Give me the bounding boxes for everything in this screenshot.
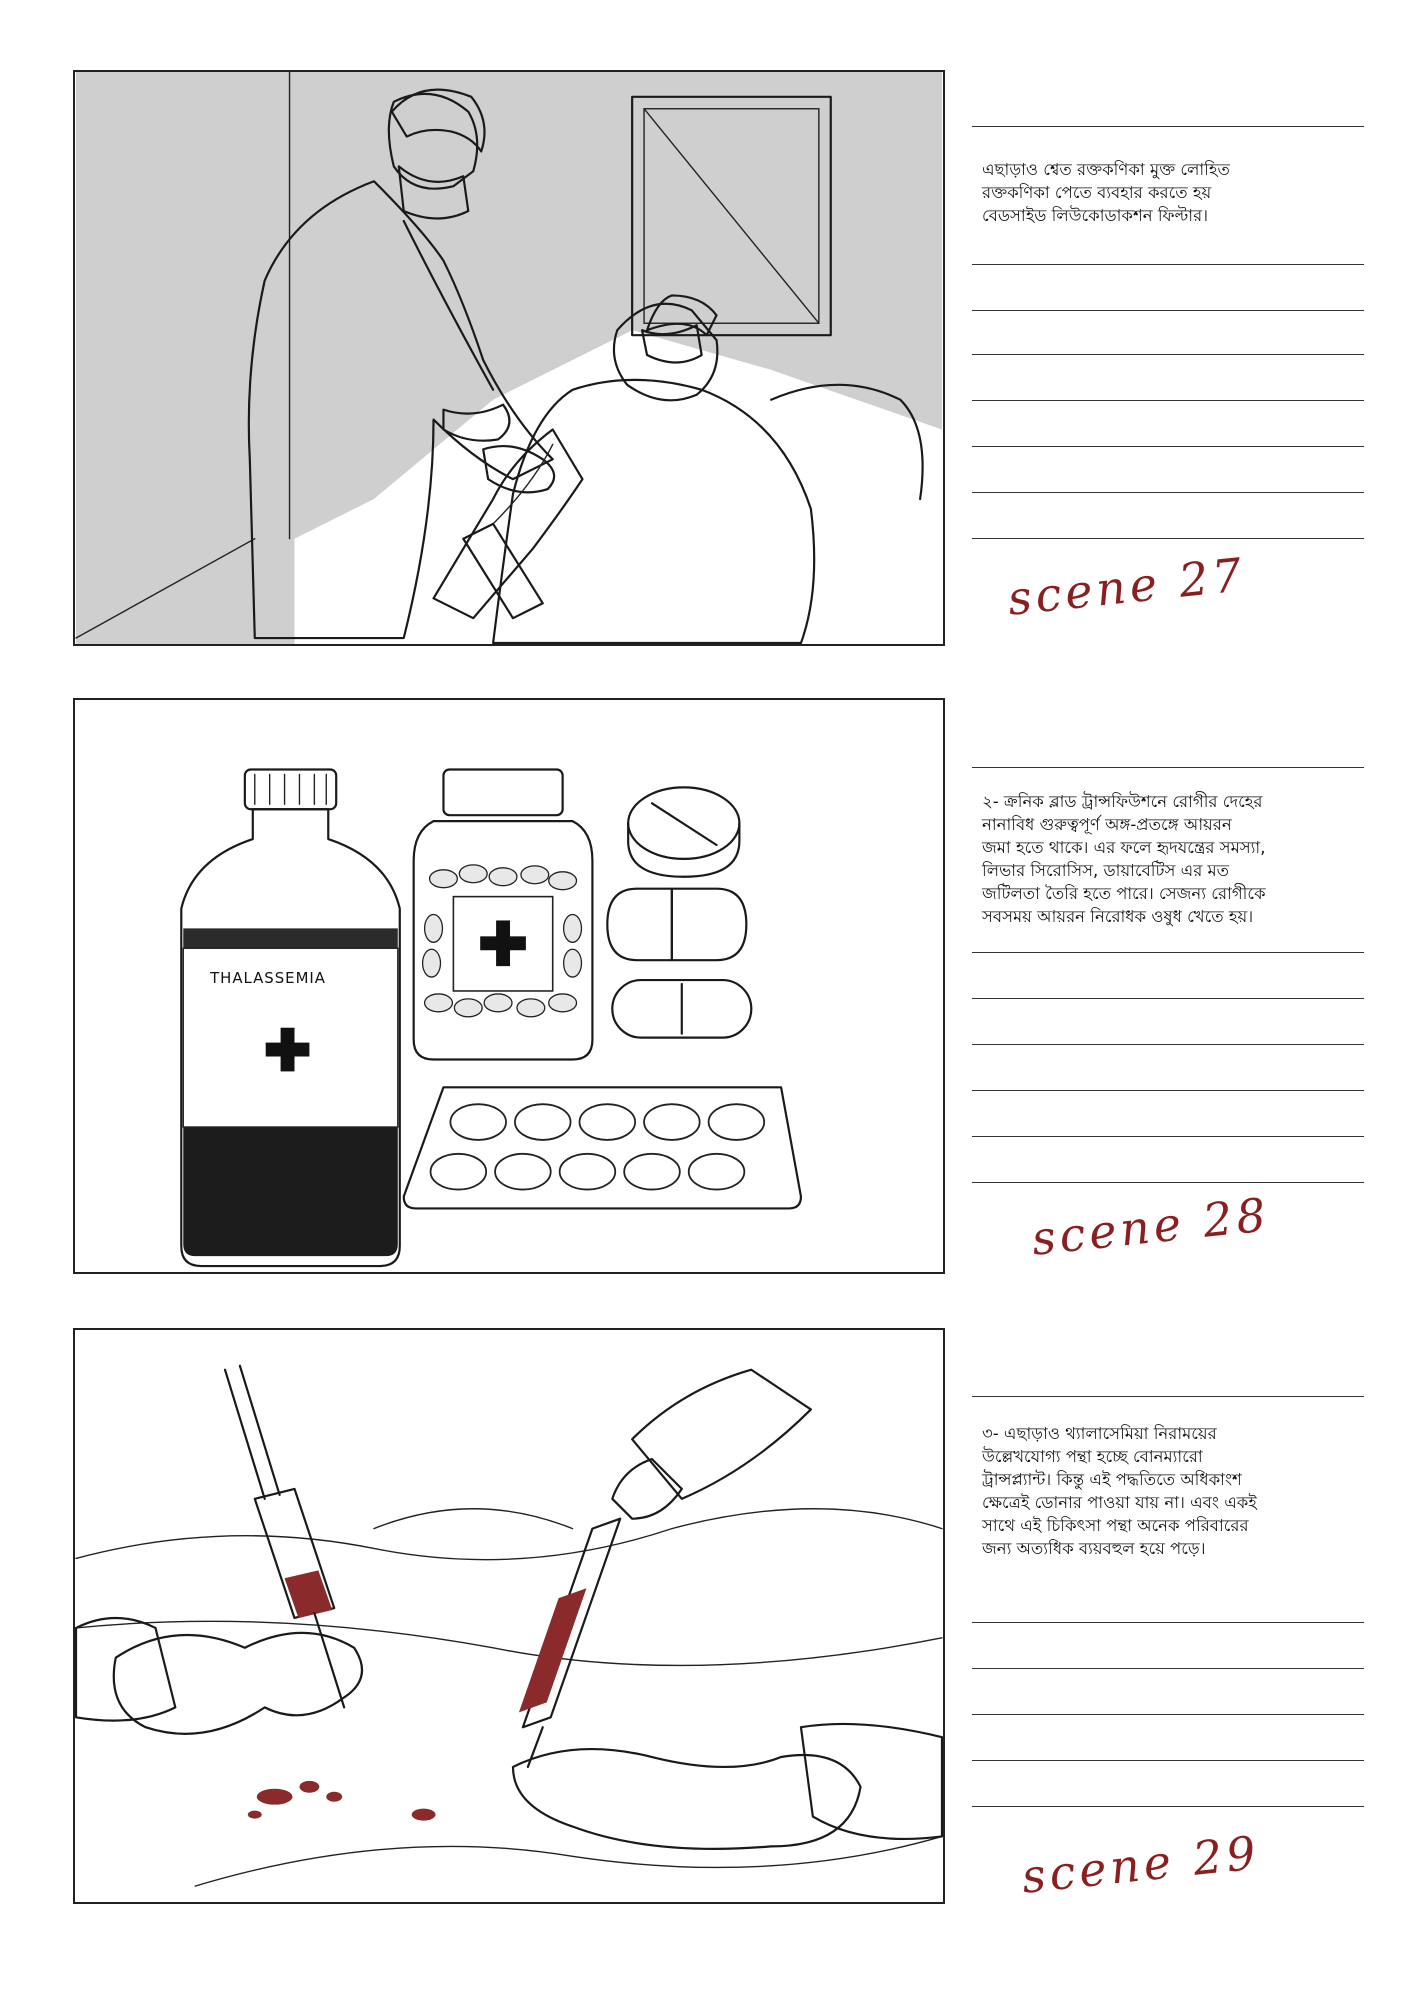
- bottle-label-text: THALASSEMIA: [210, 969, 326, 988]
- scene-27-note-text: এছাড়াও শ্বেত রক্তকণিকা মুক্ত লোহিত রক্তকণিকা পেতে ব্যবহার করতে হয় বেডসাইড লিউকোডাকশন ফিল্টার।: [982, 160, 1230, 225]
- oval-tablet: [612, 980, 751, 1038]
- scene-28-label: scene 28: [1029, 1187, 1273, 1266]
- note-rule: [972, 998, 1364, 999]
- scene-27-illustration: [75, 72, 943, 644]
- note-rule: [972, 1090, 1364, 1091]
- note-rule: [972, 492, 1364, 493]
- note-rule: [972, 1396, 1364, 1397]
- left-gloved-hands: [76, 1618, 362, 1734]
- note-rule: [972, 264, 1364, 265]
- note-rule: [972, 310, 1364, 311]
- scene-27-panel: [73, 70, 945, 646]
- note-rule: [972, 1714, 1364, 1715]
- note-rule: [972, 767, 1364, 768]
- scene-28-note-text: ২- ক্রনিক ব্লাড ট্রান্সফিউশনে রোগীর দেহের নানাবিধ গুরুত্বপূর্ণ অঙ্গ-প্রতঙ্গে আয়রন জমা হতে থাকে। এর ফলে হৃদযন্ত্রের সমস্যা, লিভার সিরোসিস, ডায়াবেটিস এর মত জটিলতা তৈরি হতে পারে। সেজন্য রোগীকে সবসময় আয়রন নিরোধক ওষুধ খেতে হয়।: [982, 792, 1266, 926]
- thalassemia-bottle: [181, 770, 399, 1267]
- scene-29-notes: [972, 1280, 1364, 2000]
- note-rule: [972, 1044, 1364, 1045]
- note-rule: [972, 1806, 1364, 1807]
- scene-29-panel: [73, 1328, 945, 1904]
- note-rule: [972, 1622, 1364, 1623]
- right-gloved-hand: [513, 1724, 942, 1849]
- scene-29-note-text: ৩- এছাড়াও থ্যালাসেমিয়া নিরাময়ের উল্লেখযোগ্য পন্থা হচ্ছে বোনম্যারো ট্রান্সপ্ল্যান্ট। কিন্তু এই পদ্ধতিতে অধিকাংশ ক্ষেত্রেই ডোনার পাওয়া যায় না। এবং একই সাথে এই চিকিৎসা পন্থা অনেক পরিবারের জন্য অত্যধিক ব্যয়বহুল হয়ে পড়ে।: [982, 1424, 1257, 1558]
- note-rule: [972, 354, 1364, 355]
- scene-27-notes: [972, 0, 1364, 626]
- pill-jar: [414, 770, 593, 1060]
- scene-29-illustration: [75, 1330, 943, 1902]
- note-rule: [972, 1668, 1364, 1669]
- note-rule: [972, 400, 1364, 401]
- note-rule: [972, 1136, 1364, 1137]
- capsule: [607, 889, 746, 961]
- note-rule: [972, 126, 1364, 127]
- round-tablet: [628, 787, 739, 876]
- scene-28-illustration: [75, 700, 943, 1272]
- blood-splatter: [248, 1781, 436, 1821]
- note-rule: [972, 1182, 1364, 1183]
- note-rule: [972, 538, 1364, 539]
- scene-28-notes: [972, 620, 1364, 1280]
- blister-pack: [404, 1087, 801, 1208]
- scene-28-panel: [73, 698, 945, 1274]
- note-rule: [972, 952, 1364, 953]
- note-rule: [972, 446, 1364, 447]
- scene-29-label: scene 29: [1019, 1825, 1263, 1904]
- syringe-right: [519, 1370, 811, 1767]
- note-rule: [972, 1760, 1364, 1761]
- scene-27-label: scene 27: [1005, 547, 1249, 626]
